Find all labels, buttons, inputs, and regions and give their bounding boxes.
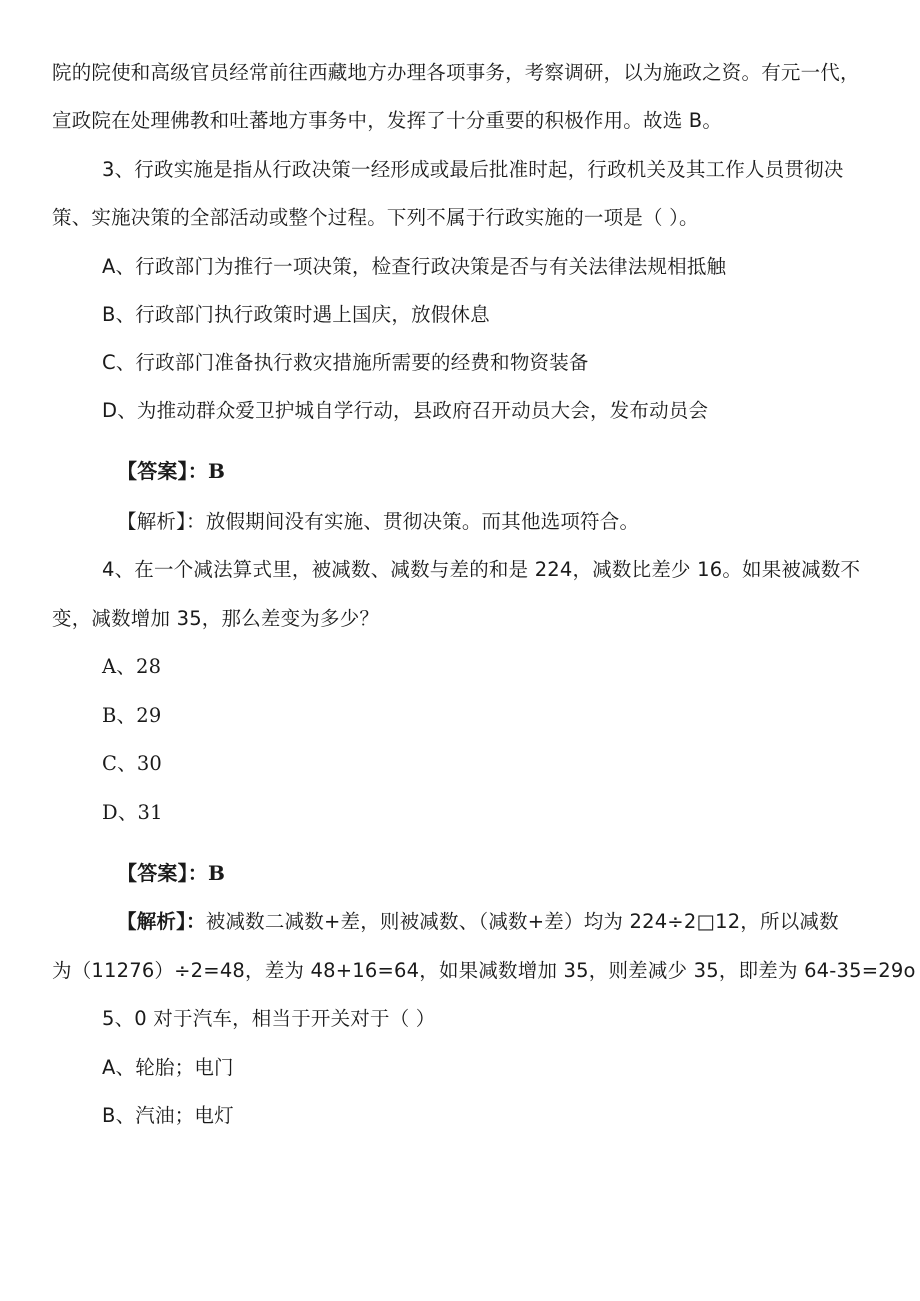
- question-3-stem-line-2: 策、实施决策的全部活动或整个过程。下列不属于行政实施的一项是（ ）。: [52, 206, 699, 229]
- answer-value: B: [208, 861, 226, 885]
- question-4-analysis-line-1: [117, 908, 839, 936]
- question-4-stem-line-1: 4、在一个减法算式里，被减数、减数与差的和是 224，减数比差少 16。如果被减数不: [102, 558, 861, 581]
- question-3-answer: [117, 457, 225, 486]
- intro-paragraph-line-2: 宣政院在处理佛教和吐蕃地方事务中，发挥了十分重要的积极作用。故选 B。: [52, 109, 723, 132]
- question-4-option-a: A、28: [102, 655, 162, 678]
- question-4-option-b: B、29: [102, 704, 162, 727]
- intro-paragraph-line-1: 院的院使和高级官员经常前往西藏地方办理各项事务，考察调研，以为施政之资。有元一代，: [52, 61, 860, 84]
- question-3-analysis: 【解析】：放假期间没有实施、贯彻决策。而其他选项符合。: [117, 510, 640, 533]
- question-3-option-a: A、行政部门为推行一项决策，检查行政决策是否与有关法律法规相抵触: [102, 255, 727, 278]
- analysis-label: 【解析】：: [117, 910, 206, 933]
- question-3-option-c: C、行政部门准备执行救灾措施所需要的经费和物资装备: [102, 351, 589, 374]
- question-4-analysis-line-2: 为（11276）÷2=48，差为 48+16=64，如果减数增加 35，则差减少 35，即差为 64-35=29o: [52, 959, 916, 982]
- question-4-option-c: C、30: [102, 752, 163, 775]
- answer-value: B: [208, 459, 226, 483]
- question-5-stem: 5、0 对于汽车，相当于开关对于（ ）: [102, 1007, 436, 1030]
- question-4-answer: [117, 859, 225, 888]
- analysis-text: 被减数二减数+差，则被减数、（减数+差）均为 224÷2□12，所以减数: [205, 910, 839, 933]
- question-3-option-b: B、行政部门执行政策时遇上国庆，放假休息: [102, 303, 490, 326]
- question-4-option-d: D、31: [102, 801, 163, 824]
- answer-label: 【答案】：: [117, 861, 208, 885]
- question-4-stem-line-2: 变，减数增加 35，那么差变为多少？: [52, 607, 380, 630]
- question-3-option-d: D、为推动群众爱卫护城自学行动，县政府召开动员大会，发布动员会: [102, 399, 709, 422]
- question-5-option-a: A、轮胎；电门: [102, 1056, 234, 1079]
- answer-label: 【答案】：: [117, 459, 208, 483]
- question-3-stem-line-1: 3、行政实施是指从行政决策一经形成或最后批准时起，行政机关及其工作人员贯彻决: [102, 158, 844, 181]
- question-5-option-b: B、汽油；电灯: [102, 1104, 234, 1127]
